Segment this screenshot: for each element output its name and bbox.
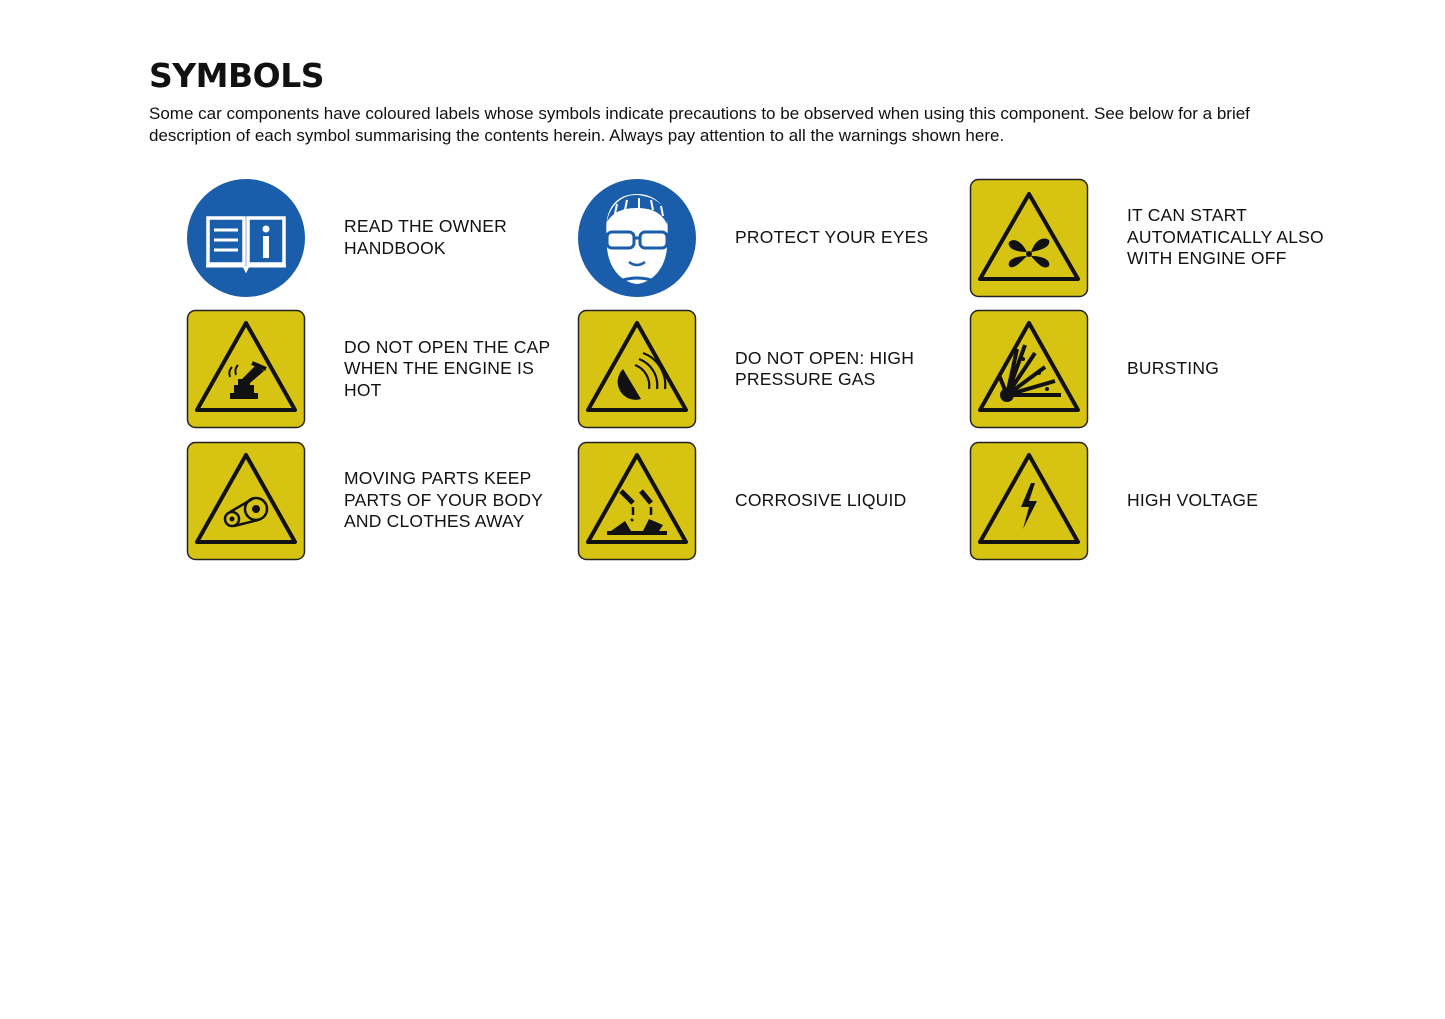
high-voltage-icon	[969, 441, 1089, 561]
hot-cap-icon	[186, 309, 306, 429]
eye-protection-icon	[577, 178, 697, 298]
symbol-item-high-pressure-gas	[577, 303, 969, 435]
symbol-item-corrosive-liquid	[577, 440, 969, 561]
symbol-label: CORROSIVE LIQUID	[735, 489, 907, 510]
symbol-label: DO NOT OPEN THE CAP WHEN THE ENGINE IS HOT	[344, 336, 551, 400]
symbol-item-hot-cap	[186, 303, 577, 435]
symbol-item-owner-handbook	[186, 177, 577, 298]
symbol-label: DO NOT OPEN: HIGH PRESSURE GAS	[735, 347, 915, 389]
moving-parts-icon	[186, 441, 306, 561]
symbol-label: PROTECT YOUR EYES	[735, 226, 929, 247]
symbol-item-auto-start-fan	[969, 177, 1346, 298]
symbol-item-moving-parts	[186, 440, 577, 561]
symbol-item-high-voltage	[969, 440, 1346, 561]
symbols-grid	[186, 177, 1346, 562]
symbol-label: MOVING PARTS KEEP PARTS OF YOUR BODY AND CLOTHES AWAY	[344, 468, 544, 532]
symbol-item-bursting	[969, 303, 1346, 435]
auto-start-fan-icon	[969, 178, 1089, 298]
page-title: SYMBOLS	[149, 56, 325, 95]
symbol-item-eye-protection	[577, 177, 969, 298]
symbol-label: BURSTING	[1127, 358, 1220, 379]
symbol-label: HIGH VOLTAGE	[1127, 489, 1259, 510]
corrosive-liquid-icon	[577, 441, 697, 561]
high-pressure-gas-icon	[577, 309, 697, 429]
owner-handbook-icon	[186, 178, 306, 298]
intro-text: Some car components have coloured labels whose symbols indicate precautions to be observed when using this component. See below for a brief description of each symbol summarising the contents herein. Always pay attention to all the warnings shown here.	[149, 104, 1250, 145]
symbol-label: READ THE OWNER HANDBOOK	[344, 216, 507, 258]
symbol-label: IT CAN START AUTOMATICALLY ALSO WITH ENGINE OFF	[1127, 205, 1324, 269]
bursting-icon	[969, 309, 1089, 429]
